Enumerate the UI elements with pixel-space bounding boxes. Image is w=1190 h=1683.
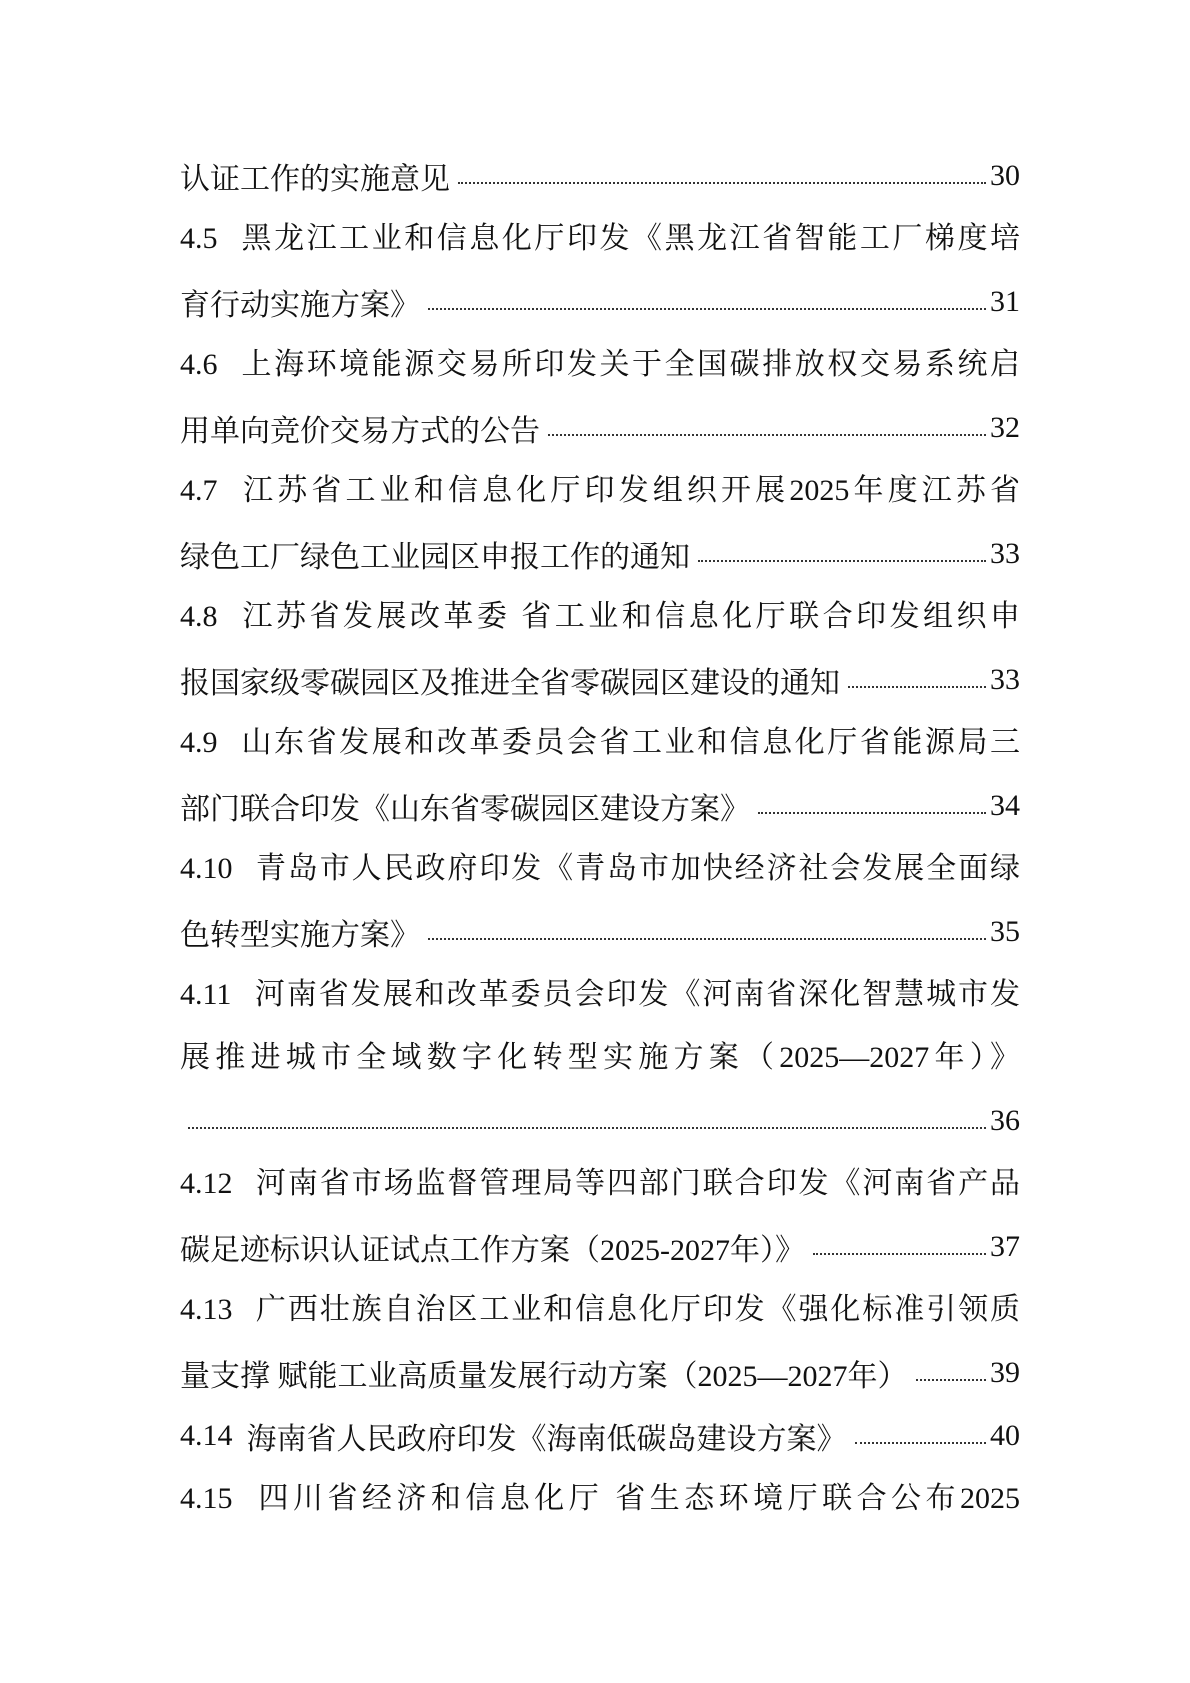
table-of-contents <box>180 144 1020 1530</box>
toc-entry-title: 上海环境能源交易所印发关于全国碳排放权交易系统启 <box>241 348 1021 381</box>
toc-entry[interactable] <box>180 1467 1020 1530</box>
dot-leader <box>458 182 986 184</box>
toc-entry-title: 用单向竞价交易方式的公告 <box>180 414 540 448</box>
toc-entry-number: 4.6 <box>180 348 218 381</box>
dot-leader <box>758 812 986 814</box>
toc-page-number: 40 <box>990 1418 1020 1452</box>
toc-line <box>180 1215 1020 1278</box>
toc-entry-title: 黑龙江工业和信息化厅印发《黑龙江省智能工厂梯度培 <box>241 222 1021 255</box>
toc-entry-number: 4.10 <box>180 852 233 885</box>
toc-entry[interactable] <box>180 144 1020 207</box>
toc-page-number: 30 <box>990 158 1020 192</box>
toc-line <box>180 270 1020 333</box>
dot-leader <box>916 1379 987 1381</box>
toc-line <box>180 1152 1020 1215</box>
toc-line <box>180 963 1020 1026</box>
toc-line <box>180 774 1020 837</box>
toc-entry[interactable] <box>180 459 1020 585</box>
toc-line <box>180 333 1020 396</box>
dot-leader <box>813 1253 986 1255</box>
toc-page-number: 37 <box>990 1229 1020 1263</box>
toc-entry-number: 4.8 <box>180 600 218 633</box>
toc-entry-title: 山东省发展和改革委员会省工业和信息化厅省能源局三 <box>241 726 1021 759</box>
toc-entry-title: 部门联合印发《山东省零碳园区建设方案》 <box>180 792 750 826</box>
toc-page-number: 31 <box>990 284 1020 318</box>
toc-line <box>180 648 1020 711</box>
toc-line <box>180 1278 1020 1341</box>
toc-page-number: 33 <box>990 536 1020 570</box>
dot-leader <box>855 1442 987 1444</box>
toc-line <box>180 1404 1020 1467</box>
dot-leader <box>428 938 986 940</box>
toc-page-number: 34 <box>990 788 1020 822</box>
toc-page-number: 36 <box>990 1103 1020 1137</box>
toc-line <box>180 711 1020 774</box>
toc-line <box>180 900 1020 963</box>
toc-entry-title: 绿色工厂绿色工业园区申报工作的通知 <box>180 540 690 574</box>
toc-entry[interactable] <box>180 711 1020 837</box>
toc-line <box>180 837 1020 900</box>
dot-leader <box>548 434 986 436</box>
toc-entry-title: 河南省市场监督管理局等四部门联合印发《河南省产品 <box>255 1167 1021 1200</box>
dot-leader <box>188 1127 986 1129</box>
toc-entry-number: 4.5 <box>180 222 218 255</box>
toc-entry[interactable] <box>180 207 1020 333</box>
dot-leader <box>848 686 986 688</box>
toc-entry-number: 4.11 <box>180 978 232 1011</box>
toc-entry[interactable] <box>180 1404 1020 1467</box>
toc-line <box>180 585 1020 648</box>
toc-entry[interactable] <box>180 1278 1020 1404</box>
toc-line <box>180 207 1020 270</box>
toc-entry[interactable] <box>180 1152 1020 1278</box>
toc-page-number: 35 <box>990 914 1020 948</box>
toc-entry-title: 江苏省发展改革委 省工业和信息化厅联合印发组织申 <box>242 600 1021 633</box>
toc-entry-title: 展推进城市全域数字化转型实施方案（2025—2027年）》 <box>180 1041 1020 1074</box>
toc-entry-title: 报国家级零碳园区及推进全省零碳园区建设的通知 <box>180 666 840 700</box>
toc-entry-number: 4.12 <box>180 1167 233 1200</box>
toc-entry-title: 育行动实施方案》 <box>180 288 420 322</box>
toc-line <box>180 1026 1020 1089</box>
toc-entry-number: 4.7 <box>180 474 218 507</box>
toc-entry[interactable] <box>180 333 1020 459</box>
toc-line <box>180 396 1020 459</box>
dot-leader <box>698 560 986 562</box>
toc-line <box>180 1341 1020 1404</box>
toc-entry-title: 河南省发展和改革委员会印发《河南省深化智慧城市发 <box>254 978 1021 1011</box>
dot-leader <box>428 308 986 310</box>
toc-entry-title: 量支撑 赋能工业高质量发展行动方案（2025—2027年） <box>180 1359 908 1393</box>
toc-entry-number: 4.15 <box>180 1482 233 1515</box>
toc-line <box>180 1467 1020 1530</box>
toc-page-number: 32 <box>990 410 1020 444</box>
toc-entry-title: 青岛市人民政府印发《青岛市加快经济社会发展全面绿 <box>255 852 1021 885</box>
toc-page-number: 39 <box>990 1355 1020 1389</box>
toc-entry-title: 认证工作的实施意见 <box>180 162 450 196</box>
toc-line <box>180 459 1020 522</box>
toc-entry[interactable] <box>180 585 1020 711</box>
toc-page-number: 33 <box>990 662 1020 696</box>
toc-entry[interactable] <box>180 963 1020 1152</box>
toc-entry-title: 广西壮族自治区工业和信息化厅印发《强化标准引领质 <box>255 1293 1021 1326</box>
toc-entry[interactable] <box>180 837 1020 963</box>
toc-entry-number: 4.13 <box>180 1293 233 1326</box>
toc-entry-title: 四川省经济和信息化厅 省生态环境厅联合公布2025 <box>258 1482 1021 1515</box>
toc-line <box>180 522 1020 585</box>
toc-entry-title: 色转型实施方案》 <box>180 918 420 952</box>
toc-entry-number: 4.14 <box>180 1418 233 1452</box>
toc-line <box>180 144 1020 207</box>
toc-entry-title: 碳足迹标识认证试点工作方案（2025-2027年）》 <box>180 1233 805 1267</box>
toc-entry-title: 海南省人民政府印发《海南低碳岛建设方案》 <box>246 1422 847 1456</box>
toc-entry-number: 4.9 <box>180 726 218 759</box>
toc-line <box>180 1089 1020 1152</box>
toc-entry-title: 江苏省工业和信息化厅印发组织开展2025年度江苏省 <box>243 474 1021 507</box>
